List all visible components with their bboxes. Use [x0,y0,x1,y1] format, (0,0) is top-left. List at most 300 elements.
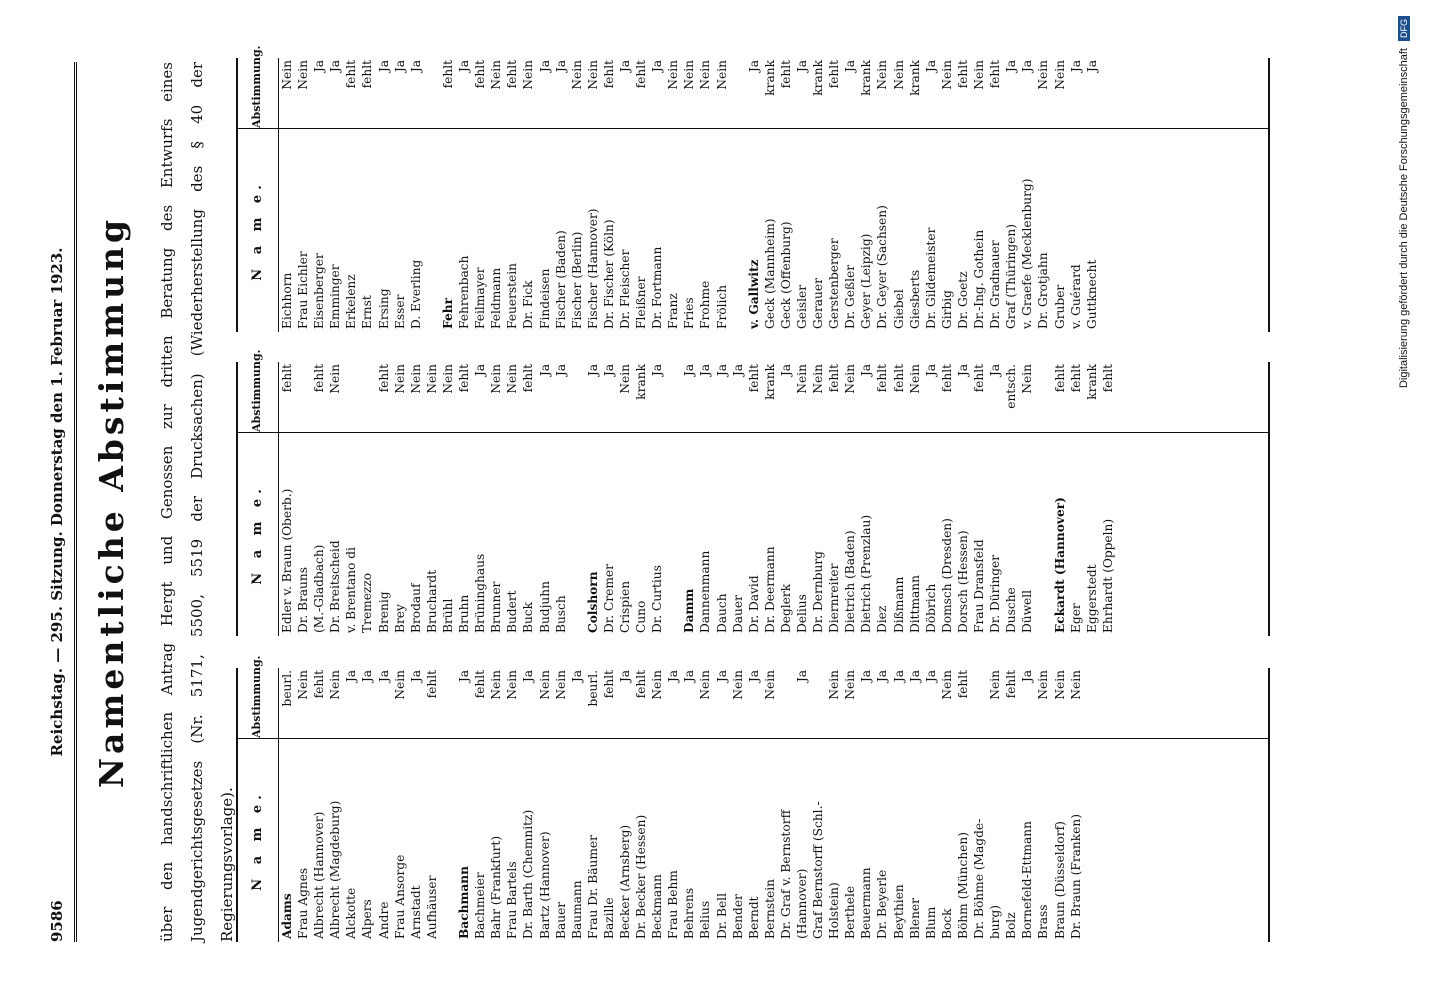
member-name-cell [714,133,730,329]
vote-value: Ja [859,670,874,683]
vote-value: Nein [843,364,858,394]
member-name-cell [472,743,488,939]
vote-value: Nein [972,60,987,90]
table-row [440,362,456,636]
member-name-cell [456,743,472,939]
member-name-cell [408,743,424,939]
member-name-cell [923,133,939,329]
member-name-cell [1035,133,1051,329]
member-name-cell [520,437,536,633]
member-name-cell [987,743,1003,939]
member-name-cell [488,133,504,329]
vote-value: Nein [489,364,504,394]
member-name: Dietrich (Prenzlau) [859,512,873,633]
vote-value: Ja [714,364,729,377]
member-name-cell [279,743,295,939]
member-name-cell [392,743,408,939]
member-name: Franz [666,290,680,329]
member-name-cell [553,133,569,329]
member-name: Geisler [795,282,809,329]
table-row [826,668,842,942]
member-name: Beythien [892,881,906,939]
table-row [1084,362,1100,636]
vote-value: Ja [746,60,761,73]
table-row [633,362,649,636]
member-name: Frölich [715,282,729,329]
member-name-cell [537,437,553,633]
vote-value: Ja [907,670,922,683]
vote-value: krank [859,60,874,96]
member-name: Bender [731,891,745,939]
vote-table-column-2 [236,349,1270,636]
vote-value: krank [811,60,826,96]
member-name-cell [858,133,874,329]
member-name: Dißmann [892,574,906,633]
member-name-cell [681,437,697,633]
credit-text: Digitalisierung gefördert durch die Deutsche Forschungsgemeinschaft [1398,48,1410,389]
member-name: Geck (Offenburg) [779,218,793,329]
vote-value: Nein [988,670,1003,700]
table-row [714,668,730,942]
member-name-cell [907,437,923,633]
table-row [488,668,504,942]
member-name: Emminger [328,261,342,329]
member-name-cell [762,743,778,939]
member-name: Gruber [1053,282,1067,329]
vote-value: Ja [392,60,407,73]
member-name-cell [504,437,520,633]
vote-value: krank [762,60,777,96]
table-row [295,362,311,636]
member-name-cell [649,437,665,633]
table-row [778,58,794,332]
table-row [697,362,713,636]
running-header [48,62,77,942]
vote-value: Ja [650,364,665,377]
member-name: Diernreiter [827,561,841,633]
table-row [874,362,890,636]
member-name-cell [424,743,440,939]
vote-value: Ja [714,670,729,683]
vote-table-column-3 [236,45,1270,332]
member-name: Dorsch (Hessen) [956,527,970,633]
member-name-cell [746,133,762,329]
member-name-cell [971,437,987,633]
member-name: Buck [521,599,535,633]
table-row [681,58,697,332]
member-name-cell [617,743,633,939]
member-name-cell [359,133,375,329]
member-name: Dr. Bell [715,890,729,939]
table-row [1035,668,1051,942]
vote-value: Ja [569,670,584,683]
table-row [376,58,392,332]
table-row [472,58,488,332]
vote-value: krank [634,364,649,400]
member-name: Busch [554,592,568,633]
table-row [955,362,971,636]
member-name: Eichhorn [280,270,294,329]
table-row [746,362,762,636]
vote-value: Nein [907,364,922,394]
member-name-cell [520,743,536,939]
dfg-logo: DFG [1398,16,1410,41]
member-name: Dr. Fischer (Köln) [602,216,616,329]
member-name-cell [746,437,762,633]
member-name-cell [601,133,617,329]
vote-value: fehlt [955,60,970,89]
member-name-cell [955,133,971,329]
member-name-cell [392,133,408,329]
member-name: Feilmayer [473,264,487,329]
table-row [891,58,907,332]
vote-value: Ja [312,60,327,73]
member-name-cell [279,133,295,329]
member-name-cell [343,743,359,939]
vote-value: Ja [601,364,616,377]
table-row [665,668,681,942]
table-row [585,668,601,942]
vote-value: fehlt [505,60,520,89]
vote-value: entsch. [1004,364,1019,409]
table-row [472,362,488,636]
table-row [553,58,569,332]
member-name-cell [858,437,874,633]
table-row [569,58,585,332]
table-row [794,668,810,942]
member-name: Dr. Becker (Hessen) [634,812,648,939]
table-row [874,668,890,942]
vote-value: fehlt [746,364,761,393]
member-name-cell [1084,133,1100,329]
table-row [392,58,408,332]
member-name: Dr. Geyer (Sachsen) [875,202,889,329]
member-name-cell [842,437,858,633]
member-name-cell [1003,437,1019,633]
vote-value: Ja [537,60,552,73]
table-row [858,362,874,636]
vote-value: Nein [585,60,600,90]
member-name-cell [1019,133,1035,329]
member-name: Frau Agnes [296,865,310,939]
vote-value: Nein [811,364,826,394]
vote-value: krank [1084,364,1099,400]
member-name-cell [311,437,327,633]
vote-value: Ja [1020,60,1035,73]
member-name: Becker (Arnsberg) [618,822,632,939]
vote-value: Ja [344,670,359,683]
table-row [891,668,907,942]
vote-rows [279,58,1100,332]
vote-value: fehlt [280,364,294,393]
member-name: Adams [280,890,294,939]
table-row [1019,58,1035,332]
member-name: Bachmeier [473,869,487,939]
vote-value: Ja [923,364,938,377]
table-row [440,58,456,332]
member-name-cell [891,133,907,329]
member-name-cell [359,743,375,939]
member-name-cell [569,133,585,329]
table-row [1068,668,1084,942]
table-row [810,668,826,942]
table-row [553,668,569,942]
member-name: Brass [1036,901,1050,939]
vote-value: Nein [875,60,890,90]
table-row [907,362,923,636]
vote-value: Nein [296,670,311,700]
member-name: Tremezzo [360,570,374,633]
member-name-cell [923,743,939,939]
table-row [858,668,874,942]
member-name-cell [392,437,408,633]
member-name: Cuno [634,598,648,633]
table-row [537,362,553,636]
group-spacer [665,362,681,636]
member-name: Holstein) [827,879,841,939]
member-name: Dr. Curtius [650,562,664,633]
member-name: Fischer (Berlin) [570,229,584,329]
vote-value: Nein [1020,364,1035,394]
table-row [488,58,504,332]
member-name-cell [1035,743,1051,939]
member-name-cell [794,133,810,329]
member-name-cell [746,743,762,939]
table-row [987,362,1003,636]
table-row [778,668,794,942]
table-row [376,362,392,636]
vote-value: Ja [553,60,568,73]
vote-value: Ja [650,60,665,73]
table-row [971,362,987,636]
table-row [794,362,810,636]
member-name: Feuerstein [505,260,519,329]
member-name-cell [279,437,295,633]
table-row [1003,58,1019,332]
member-name-cell [408,437,424,633]
vote-value: Nein [489,60,504,90]
table-row [939,58,955,332]
table-row [810,362,826,636]
member-name-cell [987,133,1003,329]
member-name: Baumann [570,877,584,939]
member-name: Graf Bernstorff (Schl.- [811,798,825,939]
member-name: Eger [1069,600,1083,633]
vote-value: fehlt [473,60,488,89]
table-row [810,58,826,332]
vote-value: Nein [795,364,809,394]
vote-value: Ja [843,60,858,73]
table-row [569,668,585,942]
table-row [907,668,923,942]
member-name: Brey [393,601,407,633]
vote-value: Ja [730,364,745,377]
member-name-cell [1052,133,1068,329]
vote-value: Nein [891,60,906,90]
member-name-cell [569,743,585,939]
member-name-cell [697,133,713,329]
member-name: Belius [698,898,712,939]
member-name: Giebel [892,286,906,329]
member-name: Berthele [843,883,857,939]
member-name: Bornefeld-Ettmann [1020,818,1034,939]
table-row [649,668,665,942]
table-row [327,362,343,636]
table-row [665,58,681,332]
vote-value: fehlt [634,670,649,699]
member-name: Eisenberger [312,250,326,329]
member-name: Gerstenberger [827,235,841,329]
vote-value: Ja [408,60,423,73]
member-name: Alpers [360,896,374,939]
member-name-cell [553,437,569,633]
vote-value: Ja [923,670,938,683]
vote-value: krank [907,60,922,96]
member-name-cell [295,437,311,633]
table-row [617,362,633,636]
member-name: (Hannover) [795,866,809,939]
member-name-cell [343,133,359,329]
table-row [424,362,440,636]
vote-value: Nein [521,60,536,90]
member-name-cell [520,133,536,329]
member-name: Brunner [489,579,503,633]
vote-value: Ja [1004,60,1019,73]
member-name: D. Everling [409,257,423,329]
member-name-cell [472,437,488,633]
table-row [504,362,520,636]
vote-value: fehlt [344,60,359,89]
table-row [681,362,697,636]
member-name: Deglerk [779,581,793,633]
vote-value: Ja [859,364,874,377]
table-row [311,58,327,332]
vote-value: Nein [827,670,842,700]
table-row [408,362,424,636]
name-column-header: N a m e. [250,180,265,281]
table-row [617,668,633,942]
table-row [520,58,536,332]
member-name-cell [376,133,392,329]
member-name-cell [987,437,1003,633]
member-name: Dr. Dernburg [811,548,825,633]
vote-value: Ja [955,364,970,377]
member-name-cell [762,437,778,633]
member-name-cell [1052,743,1068,939]
member-name: Frau Ansorge [393,852,407,939]
member-name-cell [295,133,311,329]
member-name: Dr. Gradnauer [988,237,1002,329]
vote-value: fehlt [424,670,439,699]
vote-value: Nein [666,60,681,90]
table-row [697,668,713,942]
table-row [971,668,987,942]
table-row [907,58,923,332]
table-row [537,58,553,332]
table-row [923,58,939,332]
member-name-cell [923,437,939,633]
member-name: Brodauf [409,580,423,633]
member-name-cell [826,437,842,633]
member-name-cell [295,743,311,939]
member-name: Fries [682,294,696,329]
table-row [504,668,520,942]
table-row [424,668,440,942]
table-row [537,668,553,942]
vote-value: fehlt [1100,364,1115,393]
member-name: Arnstadt [409,882,423,939]
member-name: Bock [940,905,954,939]
member-name-cell [1084,437,1100,633]
member-name: Colshorn [586,568,600,633]
member-name: Behrens [682,885,696,939]
vote-column-header: Abstimmung. [250,655,263,738]
member-name-cell [617,437,633,633]
member-name: Fehr [441,295,455,329]
member-name-cell [730,437,746,633]
vote-value: fehlt [440,60,455,89]
vote-value: Ja [553,364,568,377]
vote-value: Nein [1068,670,1083,700]
member-name: Bolz [1004,909,1018,939]
table-row [1068,58,1084,332]
table-row [456,58,472,332]
member-name: Diez [875,603,889,633]
vote-column-header: Abstimmung. [250,45,263,128]
vote-value: Ja [795,670,809,683]
member-name: Dr. Geßler [843,262,857,329]
vote-value: fehlt [1052,364,1067,393]
table-row [601,668,617,942]
vote-value: fehlt [827,60,842,89]
vote-value: Nein [682,60,697,90]
member-name-cell [649,743,665,939]
table-row [778,362,794,636]
member-name-cell [440,133,456,329]
member-name: Graf (Thüringen) [1004,221,1018,329]
table-row [649,58,665,332]
group-spacer [1035,362,1051,636]
vote-value: Ja [682,670,697,683]
member-name: Findeisen [538,266,552,329]
member-name-cell [665,133,681,329]
vote-value: Nein [392,364,407,394]
table-row [343,362,359,636]
vote-value: Nein [939,60,954,90]
table-row [874,58,890,332]
vote-value: fehlt [521,364,536,393]
vote-value: Nein [1052,60,1067,90]
table-row [327,58,343,332]
member-name: Dr. Böhme (Magde- [972,816,986,939]
table-row [376,668,392,942]
member-name: Bartz (Hannover) [538,828,552,939]
vote-value: Nein [714,60,729,90]
vote-value: fehlt [601,670,616,699]
vote-value: Ja [473,364,488,377]
member-name-cell [714,743,730,939]
member-name: Fehrenbach [457,253,471,329]
table-row [279,362,295,636]
member-name: Dr.-Ing. Gothein [972,227,986,329]
table-row [456,362,472,636]
member-name-cell [874,437,890,633]
table-header [238,45,279,332]
member-name-cell [1068,437,1084,633]
table-row [1084,58,1100,332]
member-name: Fischer (Hannover) [586,205,600,329]
vote-value: Ja [585,364,600,377]
